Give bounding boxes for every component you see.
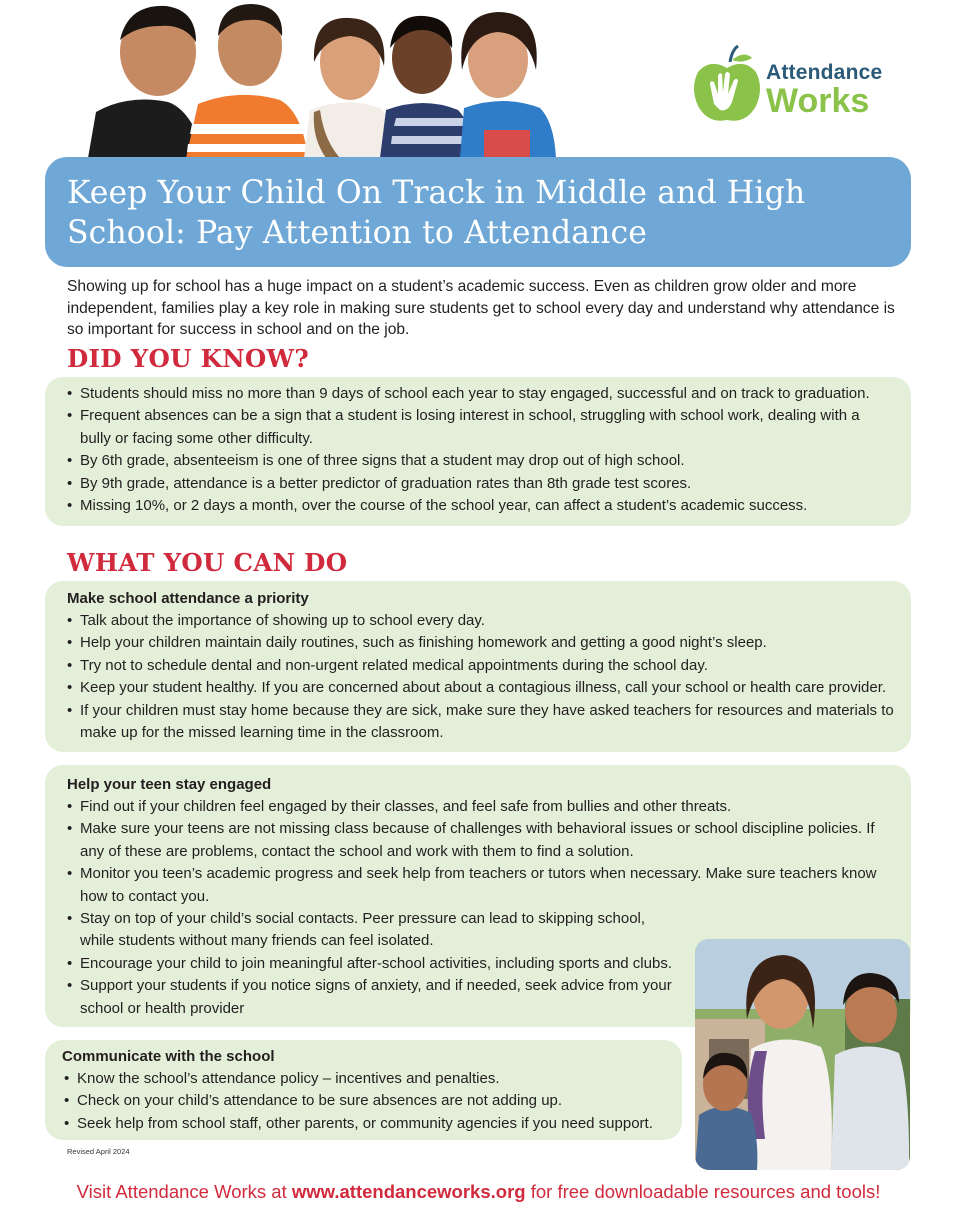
- list-item: • Check on your child’s attendance to be sure absences are not adding up.: [62, 1090, 674, 1112]
- apple-hand-icon: [692, 44, 762, 128]
- list-item: • Make sure your teens are not missing class because of challenges with behavioral issues or school discipline policies. If any of these are problems, contact the school and work with them to find a solution.: [65, 818, 891, 863]
- list-item: • Students should miss no more than 9 days of school each year to stay engaged, successful and on track to graduation.: [65, 383, 891, 405]
- title-line1: Keep Your Child On Track in Middle and High: [67, 175, 806, 211]
- what-you-can-do-heading: WHAT YOU CAN DO: [67, 548, 348, 577]
- footer: [0, 1181, 957, 1203]
- communicate-title: Communicate with the school: [62, 1048, 275, 1065]
- did-you-know-panel: [45, 377, 911, 526]
- list-item: • Find out if your children feel engaged by their classes, and feel safe from bullies and other threats.: [65, 796, 891, 818]
- did-you-know-heading: DID YOU KNOW?: [67, 344, 310, 373]
- intro-paragraph: Showing up for school has a huge impact on a student’s academic success. Even as children grow older and more independent, families play a key role in making sure students get to school every day and understand why attendance is so important for success in school and on the job.: [67, 278, 895, 338]
- page-title: [67, 173, 911, 253]
- logo-line1: Attendance: [766, 61, 883, 84]
- list-item: • By 6th grade, absenteeism is one of three signs that a student may drop out of high school.: [65, 450, 891, 472]
- title-banner: [45, 157, 911, 267]
- students-photo: [88, 0, 556, 158]
- logo-line2: Works: [766, 82, 870, 120]
- list-item: • Encourage your child to join meaningful after-school activities, including sports and clubs.: [65, 953, 685, 975]
- list-item: • By 9th grade, attendance is a better predictor of graduation rates than 8th grade test scores.: [65, 473, 891, 495]
- list-item: • Seek help from school staff, other parents, or community agencies if you need support.: [62, 1113, 674, 1135]
- list-item: • Keep your student healthy. If you are concerned about about a contagious illness, call your school or health care provider.: [65, 677, 905, 699]
- engaged-title: Help your teen stay engaged: [67, 776, 272, 793]
- communicate-list: [62, 1068, 674, 1135]
- footer-suffix: for free downloadable resources and tools!: [525, 1181, 881, 1202]
- footer-prefix: Visit Attendance Works at: [76, 1181, 292, 1202]
- priority-list: [65, 610, 905, 744]
- list-item: • Monitor you teen’s academic progress and seek help from teachers or tutors when necessary. Make sure teachers know how to contact you.: [65, 863, 891, 908]
- priority-title: Make school attendance a priority: [67, 590, 309, 607]
- list-item: • Help your children maintain daily routines, such as finishing homework and getting a good night’s sleep.: [65, 632, 905, 654]
- list-item: • Try not to schedule dental and non-urgent related medical appointments during the school day.: [65, 655, 905, 677]
- list-item: • Talk about the importance of showing up to school every day.: [65, 610, 905, 632]
- list-item: • Know the school’s attendance policy – incentives and penalties.: [62, 1068, 674, 1090]
- priority-panel: [45, 581, 911, 752]
- list-item: • Frequent absences can be a sign that a student is losing interest in school, struggling with school work, dealing with a bully or facing some other difficulty.: [65, 405, 891, 450]
- list-item: • If your children must stay home because they are sick, make sure they have asked teachers for resources and materials to make up for the missed learning time in the classroom.: [65, 700, 905, 745]
- communicate-panel: [45, 1040, 682, 1140]
- revised-date: Revised April 2024: [67, 1147, 130, 1156]
- list-item: • Support your students if you notice signs of anxiety, and if needed, seek advice from your school or health provider: [65, 975, 685, 1020]
- did-you-know-list: [65, 383, 891, 517]
- title-line2: School: Pay Attention to Attendance: [67, 215, 648, 251]
- list-item: • Missing 10%, or 2 days a month, over the course of the school year, can affect a student’s academic success.: [65, 495, 891, 517]
- list-item: • Stay on top of your child’s social contacts. Peer pressure can lead to skipping school, while students without many friends can feel isolated.: [65, 908, 665, 953]
- attendance-works-logo: [692, 44, 902, 128]
- footer-url-link[interactable]: www.attendanceworks.org: [291, 1181, 526, 1202]
- kids-photo: [695, 939, 910, 1170]
